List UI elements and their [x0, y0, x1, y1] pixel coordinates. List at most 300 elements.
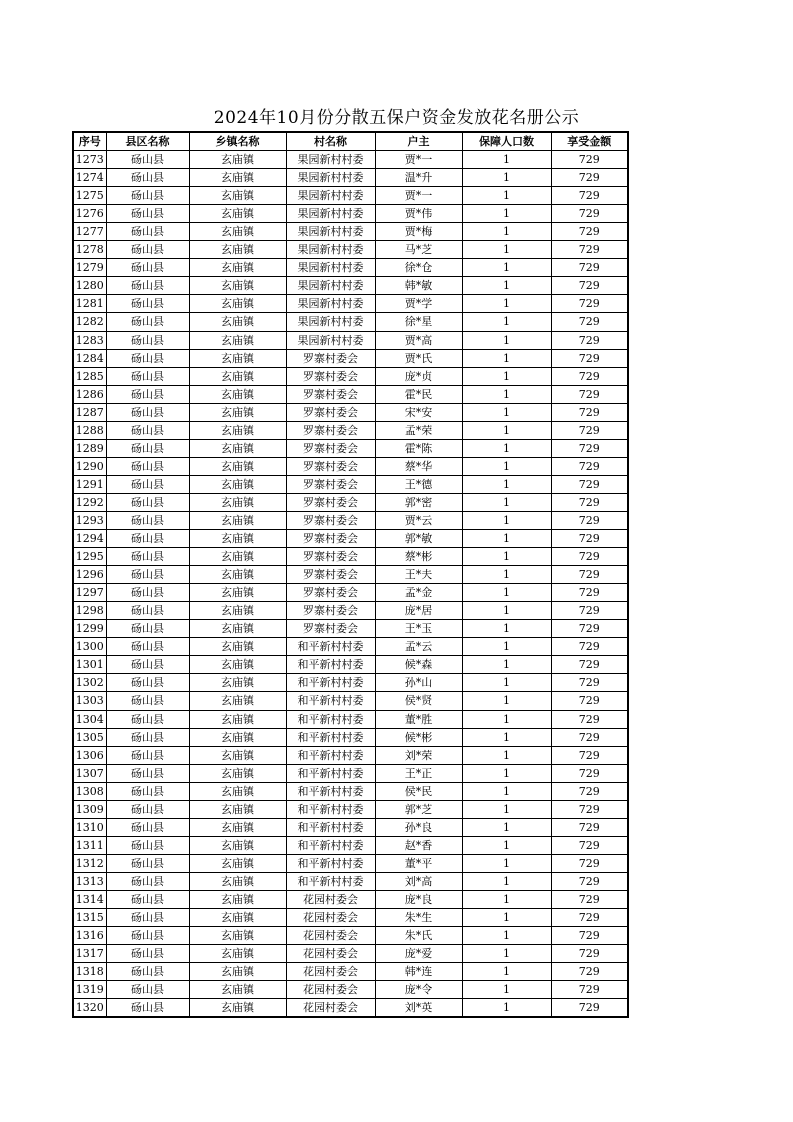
- cell-county-name: 砀山县: [106, 782, 189, 800]
- cell-county-name: 砀山县: [106, 728, 189, 746]
- cell-serial-number: 1280: [73, 277, 106, 295]
- cell-county-name: 砀山县: [106, 674, 189, 692]
- cell-township-name: 玄庙镇: [189, 710, 286, 728]
- cell-covered-persons: 1: [462, 331, 551, 349]
- cell-householder: 韩*敏: [375, 277, 462, 295]
- cell-township-name: 玄庙镇: [189, 169, 286, 187]
- cell-county-name: 砀山县: [106, 331, 189, 349]
- cell-county-name: 砀山县: [106, 295, 189, 313]
- table-row: [73, 656, 628, 674]
- cell-county-name: 砀山县: [106, 349, 189, 367]
- table-row: [73, 764, 628, 782]
- table-row: [73, 872, 628, 890]
- cell-amount: 729: [551, 439, 628, 457]
- cell-amount: 729: [551, 818, 628, 836]
- cell-covered-persons: 1: [462, 385, 551, 403]
- cell-township-name: 玄庙镇: [189, 963, 286, 981]
- cell-householder: 孙*山: [375, 674, 462, 692]
- cell-village-name: 果园新村村委: [286, 277, 375, 295]
- cell-county-name: 砀山县: [106, 439, 189, 457]
- cell-county-name: 砀山县: [106, 475, 189, 493]
- table-row: [73, 963, 628, 981]
- table-row: [73, 385, 628, 403]
- cell-village-name: 罗寨村委会: [286, 439, 375, 457]
- cell-county-name: 砀山县: [106, 493, 189, 511]
- cell-covered-persons: 1: [462, 674, 551, 692]
- cell-covered-persons: 1: [462, 169, 551, 187]
- table-row: [73, 277, 628, 295]
- cell-village-name: 罗寨村委会: [286, 530, 375, 548]
- cell-covered-persons: 1: [462, 241, 551, 259]
- cell-county-name: 砀山县: [106, 566, 189, 584]
- header-county-name: 县区名称: [106, 132, 189, 151]
- cell-householder: 候*森: [375, 656, 462, 674]
- header-village-name: 村名称: [286, 132, 375, 151]
- table-row: [73, 692, 628, 710]
- cell-county-name: 砀山县: [106, 602, 189, 620]
- cell-covered-persons: 1: [462, 800, 551, 818]
- cell-householder: 孙*良: [375, 818, 462, 836]
- cell-township-name: 玄庙镇: [189, 241, 286, 259]
- cell-covered-persons: 1: [462, 981, 551, 999]
- cell-village-name: 花园村委会: [286, 927, 375, 945]
- cell-covered-persons: 1: [462, 818, 551, 836]
- table-row: [73, 981, 628, 999]
- cell-covered-persons: 1: [462, 638, 551, 656]
- cell-amount: 729: [551, 602, 628, 620]
- cell-serial-number: 1310: [73, 818, 106, 836]
- cell-township-name: 玄庙镇: [189, 638, 286, 656]
- cell-amount: 729: [551, 313, 628, 331]
- cell-village-name: 罗寨村委会: [286, 475, 375, 493]
- cell-covered-persons: 1: [462, 421, 551, 439]
- cell-serial-number: 1306: [73, 746, 106, 764]
- cell-amount: 729: [551, 421, 628, 439]
- cell-township-name: 玄庙镇: [189, 331, 286, 349]
- cell-village-name: 罗寨村委会: [286, 566, 375, 584]
- cell-village-name: 花园村委会: [286, 945, 375, 963]
- cell-amount: 729: [551, 367, 628, 385]
- cell-serial-number: 1316: [73, 927, 106, 945]
- table-row: [73, 854, 628, 872]
- cell-serial-number: 1291: [73, 475, 106, 493]
- cell-village-name: 果园新村村委: [286, 151, 375, 169]
- table-row: [73, 241, 628, 259]
- cell-county-name: 砀山县: [106, 909, 189, 927]
- cell-serial-number: 1301: [73, 656, 106, 674]
- table-row: [73, 782, 628, 800]
- cell-covered-persons: 1: [462, 205, 551, 223]
- cell-county-name: 砀山县: [106, 313, 189, 331]
- cell-covered-persons: 1: [462, 764, 551, 782]
- cell-village-name: 果园新村村委: [286, 313, 375, 331]
- table-row: [73, 746, 628, 764]
- table-row: [73, 836, 628, 854]
- cell-village-name: 果园新村村委: [286, 187, 375, 205]
- cell-county-name: 砀山县: [106, 656, 189, 674]
- table-header-row: [73, 132, 628, 151]
- cell-county-name: 砀山县: [106, 999, 189, 1018]
- cell-covered-persons: 1: [462, 909, 551, 927]
- cell-serial-number: 1273: [73, 151, 106, 169]
- cell-serial-number: 1281: [73, 295, 106, 313]
- cell-amount: 729: [551, 836, 628, 854]
- cell-householder: 贾*云: [375, 511, 462, 529]
- cell-covered-persons: 1: [462, 890, 551, 908]
- cell-amount: 729: [551, 475, 628, 493]
- table-row: [73, 151, 628, 169]
- cell-householder: 马*芝: [375, 241, 462, 259]
- cell-householder: 郭*密: [375, 493, 462, 511]
- cell-county-name: 砀山县: [106, 836, 189, 854]
- cell-amount: 729: [551, 205, 628, 223]
- cell-householder: 王*玉: [375, 620, 462, 638]
- cell-covered-persons: 1: [462, 584, 551, 602]
- cell-serial-number: 1307: [73, 764, 106, 782]
- cell-householder: 侯*贤: [375, 692, 462, 710]
- cell-covered-persons: 1: [462, 349, 551, 367]
- cell-covered-persons: 1: [462, 872, 551, 890]
- cell-serial-number: 1294: [73, 530, 106, 548]
- cell-amount: 729: [551, 620, 628, 638]
- cell-township-name: 玄庙镇: [189, 674, 286, 692]
- cell-covered-persons: 1: [462, 475, 551, 493]
- table-row: [73, 259, 628, 277]
- cell-county-name: 砀山县: [106, 385, 189, 403]
- cell-township-name: 玄庙镇: [189, 151, 286, 169]
- cell-amount: 729: [551, 241, 628, 259]
- cell-county-name: 砀山县: [106, 205, 189, 223]
- cell-county-name: 砀山县: [106, 223, 189, 241]
- cell-township-name: 玄庙镇: [189, 259, 286, 277]
- cell-amount: 729: [551, 403, 628, 421]
- table-row: [73, 205, 628, 223]
- cell-householder: 朱*氏: [375, 927, 462, 945]
- cell-village-name: 罗寨村委会: [286, 385, 375, 403]
- cell-county-name: 砀山县: [106, 692, 189, 710]
- cell-township-name: 玄庙镇: [189, 854, 286, 872]
- cell-serial-number: 1274: [73, 169, 106, 187]
- cell-amount: 729: [551, 981, 628, 999]
- cell-covered-persons: 1: [462, 963, 551, 981]
- table-row: [73, 945, 628, 963]
- cell-householder: 孟*云: [375, 638, 462, 656]
- cell-county-name: 砀山县: [106, 854, 189, 872]
- cell-householder: 庞*良: [375, 890, 462, 908]
- cell-serial-number: 1290: [73, 457, 106, 475]
- cell-county-name: 砀山县: [106, 764, 189, 782]
- cell-amount: 729: [551, 764, 628, 782]
- cell-township-name: 玄庙镇: [189, 782, 286, 800]
- cell-householder: 蔡*彬: [375, 548, 462, 566]
- cell-covered-persons: 1: [462, 782, 551, 800]
- cell-serial-number: 1278: [73, 241, 106, 259]
- cell-village-name: 果园新村村委: [286, 331, 375, 349]
- cell-covered-persons: 1: [462, 836, 551, 854]
- cell-township-name: 玄庙镇: [189, 277, 286, 295]
- cell-village-name: 果园新村村委: [286, 259, 375, 277]
- cell-serial-number: 1283: [73, 331, 106, 349]
- roster-table: [72, 131, 629, 1018]
- cell-amount: 729: [551, 151, 628, 169]
- cell-amount: 729: [551, 782, 628, 800]
- cell-amount: 729: [551, 493, 628, 511]
- cell-county-name: 砀山县: [106, 963, 189, 981]
- cell-householder: 温*升: [375, 169, 462, 187]
- cell-village-name: 和平新村村委: [286, 764, 375, 782]
- cell-village-name: 罗寨村委会: [286, 457, 375, 475]
- cell-county-name: 砀山县: [106, 151, 189, 169]
- table-row: [73, 800, 628, 818]
- cell-county-name: 砀山县: [106, 927, 189, 945]
- cell-amount: 729: [551, 169, 628, 187]
- table-row: [73, 728, 628, 746]
- cell-township-name: 玄庙镇: [189, 403, 286, 421]
- table-row: [73, 187, 628, 205]
- cell-serial-number: 1289: [73, 439, 106, 457]
- cell-township-name: 玄庙镇: [189, 764, 286, 782]
- cell-serial-number: 1314: [73, 890, 106, 908]
- cell-serial-number: 1295: [73, 548, 106, 566]
- cell-covered-persons: 1: [462, 620, 551, 638]
- cell-householder: 王*德: [375, 475, 462, 493]
- cell-householder: 庞*令: [375, 981, 462, 999]
- cell-amount: 729: [551, 800, 628, 818]
- cell-township-name: 玄庙镇: [189, 187, 286, 205]
- cell-covered-persons: 1: [462, 403, 551, 421]
- header-covered-persons: 保障人口数: [462, 132, 551, 151]
- cell-village-name: 果园新村村委: [286, 223, 375, 241]
- cell-village-name: 花园村委会: [286, 999, 375, 1018]
- cell-covered-persons: 1: [462, 999, 551, 1018]
- cell-county-name: 砀山县: [106, 457, 189, 475]
- cell-village-name: 和平新村村委: [286, 710, 375, 728]
- cell-township-name: 玄庙镇: [189, 511, 286, 529]
- cell-householder: 王*正: [375, 764, 462, 782]
- cell-village-name: 和平新村村委: [286, 674, 375, 692]
- cell-county-name: 砀山县: [106, 421, 189, 439]
- cell-amount: 729: [551, 674, 628, 692]
- cell-village-name: 罗寨村委会: [286, 367, 375, 385]
- cell-county-name: 砀山县: [106, 710, 189, 728]
- cell-village-name: 果园新村村委: [286, 241, 375, 259]
- cell-township-name: 玄庙镇: [189, 692, 286, 710]
- cell-village-name: 果园新村村委: [286, 205, 375, 223]
- cell-county-name: 砀山县: [106, 187, 189, 205]
- cell-township-name: 玄庙镇: [189, 981, 286, 999]
- cell-serial-number: 1318: [73, 963, 106, 981]
- cell-covered-persons: 1: [462, 295, 551, 313]
- table-row: [73, 421, 628, 439]
- cell-amount: 729: [551, 692, 628, 710]
- cell-township-name: 玄庙镇: [189, 656, 286, 674]
- cell-township-name: 玄庙镇: [189, 205, 286, 223]
- table-row: [73, 999, 628, 1018]
- cell-householder: 贾*一: [375, 151, 462, 169]
- cell-village-name: 罗寨村委会: [286, 548, 375, 566]
- cell-serial-number: 1300: [73, 638, 106, 656]
- cell-covered-persons: 1: [462, 187, 551, 205]
- cell-covered-persons: 1: [462, 548, 551, 566]
- table-row: [73, 313, 628, 331]
- cell-serial-number: 1303: [73, 692, 106, 710]
- table-row: [73, 367, 628, 385]
- cell-township-name: 玄庙镇: [189, 439, 286, 457]
- cell-serial-number: 1275: [73, 187, 106, 205]
- cell-township-name: 玄庙镇: [189, 909, 286, 927]
- table-row: [73, 493, 628, 511]
- cell-serial-number: 1282: [73, 313, 106, 331]
- cell-village-name: 和平新村村委: [286, 728, 375, 746]
- cell-amount: 729: [551, 728, 628, 746]
- cell-householder: 刘*英: [375, 999, 462, 1018]
- cell-amount: 729: [551, 638, 628, 656]
- cell-covered-persons: 1: [462, 927, 551, 945]
- cell-village-name: 花园村委会: [286, 963, 375, 981]
- cell-county-name: 砀山县: [106, 872, 189, 890]
- table-row: [73, 909, 628, 927]
- cell-township-name: 玄庙镇: [189, 548, 286, 566]
- cell-householder: 徐*星: [375, 313, 462, 331]
- cell-amount: 729: [551, 872, 628, 890]
- cell-covered-persons: 1: [462, 223, 551, 241]
- cell-covered-persons: 1: [462, 457, 551, 475]
- table-row: [73, 548, 628, 566]
- cell-serial-number: 1288: [73, 421, 106, 439]
- table-row: [73, 710, 628, 728]
- table-row: [73, 890, 628, 908]
- cell-township-name: 玄庙镇: [189, 602, 286, 620]
- cell-village-name: 罗寨村委会: [286, 403, 375, 421]
- cell-amount: 729: [551, 349, 628, 367]
- cell-village-name: 罗寨村委会: [286, 584, 375, 602]
- cell-covered-persons: 1: [462, 511, 551, 529]
- cell-householder: 王*夫: [375, 566, 462, 584]
- table-row: [73, 457, 628, 475]
- cell-county-name: 砀山县: [106, 511, 189, 529]
- cell-covered-persons: 1: [462, 277, 551, 295]
- cell-township-name: 玄庙镇: [189, 728, 286, 746]
- cell-village-name: 罗寨村委会: [286, 493, 375, 511]
- cell-amount: 729: [551, 909, 628, 927]
- cell-covered-persons: 1: [462, 566, 551, 584]
- cell-township-name: 玄庙镇: [189, 566, 286, 584]
- table-row: [73, 602, 628, 620]
- cell-covered-persons: 1: [462, 656, 551, 674]
- cell-township-name: 玄庙镇: [189, 836, 286, 854]
- cell-serial-number: 1304: [73, 710, 106, 728]
- cell-township-name: 玄庙镇: [189, 421, 286, 439]
- cell-covered-persons: 1: [462, 854, 551, 872]
- cell-serial-number: 1315: [73, 909, 106, 927]
- cell-township-name: 玄庙镇: [189, 475, 286, 493]
- cell-amount: 729: [551, 530, 628, 548]
- cell-county-name: 砀山县: [106, 241, 189, 259]
- cell-village-name: 和平新村村委: [286, 836, 375, 854]
- cell-township-name: 玄庙镇: [189, 746, 286, 764]
- cell-county-name: 砀山县: [106, 403, 189, 421]
- table-row: [73, 620, 628, 638]
- cell-county-name: 砀山县: [106, 259, 189, 277]
- cell-township-name: 玄庙镇: [189, 349, 286, 367]
- cell-householder: 董*平: [375, 854, 462, 872]
- cell-covered-persons: 1: [462, 746, 551, 764]
- cell-county-name: 砀山县: [106, 584, 189, 602]
- table-row: [73, 169, 628, 187]
- cell-householder: 霍*陈: [375, 439, 462, 457]
- cell-covered-persons: 1: [462, 439, 551, 457]
- cell-serial-number: 1298: [73, 602, 106, 620]
- cell-amount: 729: [551, 656, 628, 674]
- cell-county-name: 砀山县: [106, 981, 189, 999]
- cell-amount: 729: [551, 854, 628, 872]
- cell-village-name: 和平新村村委: [286, 818, 375, 836]
- cell-amount: 729: [551, 945, 628, 963]
- cell-village-name: 和平新村村委: [286, 638, 375, 656]
- cell-covered-persons: 1: [462, 728, 551, 746]
- cell-village-name: 和平新村村委: [286, 800, 375, 818]
- cell-village-name: 和平新村村委: [286, 656, 375, 674]
- cell-township-name: 玄庙镇: [189, 223, 286, 241]
- cell-covered-persons: 1: [462, 259, 551, 277]
- header-householder: 户主: [375, 132, 462, 151]
- table-body: [73, 151, 628, 1018]
- cell-township-name: 玄庙镇: [189, 872, 286, 890]
- cell-covered-persons: 1: [462, 151, 551, 169]
- page-title: 2024年10月份分散五保户资金发放花名册公示: [213, 108, 580, 128]
- cell-village-name: 花园村委会: [286, 890, 375, 908]
- cell-householder: 蔡*华: [375, 457, 462, 475]
- cell-serial-number: 1312: [73, 854, 106, 872]
- cell-village-name: 和平新村村委: [286, 782, 375, 800]
- cell-village-name: 花园村委会: [286, 981, 375, 999]
- cell-serial-number: 1313: [73, 872, 106, 890]
- cell-covered-persons: 1: [462, 313, 551, 331]
- cell-householder: 贾*学: [375, 295, 462, 313]
- cell-county-name: 砀山县: [106, 548, 189, 566]
- header-amount: 享受金额: [551, 132, 628, 151]
- cell-serial-number: 1292: [73, 493, 106, 511]
- cell-amount: 729: [551, 511, 628, 529]
- cell-county-name: 砀山县: [106, 530, 189, 548]
- cell-householder: 霍*民: [375, 385, 462, 403]
- table-row: [73, 475, 628, 493]
- cell-village-name: 和平新村村委: [286, 854, 375, 872]
- cell-covered-persons: 1: [462, 945, 551, 963]
- cell-township-name: 玄庙镇: [189, 385, 286, 403]
- cell-householder: 赵*香: [375, 836, 462, 854]
- table-row: [73, 566, 628, 584]
- cell-serial-number: 1317: [73, 945, 106, 963]
- cell-county-name: 砀山县: [106, 169, 189, 187]
- cell-serial-number: 1311: [73, 836, 106, 854]
- cell-householder: 朱*生: [375, 909, 462, 927]
- cell-serial-number: 1319: [73, 981, 106, 999]
- cell-township-name: 玄庙镇: [189, 295, 286, 313]
- cell-householder: 贾*氏: [375, 349, 462, 367]
- cell-county-name: 砀山县: [106, 620, 189, 638]
- cell-householder: 韩*连: [375, 963, 462, 981]
- table-row: [73, 638, 628, 656]
- table-row: [73, 349, 628, 367]
- cell-serial-number: 1320: [73, 999, 106, 1018]
- cell-amount: 729: [551, 890, 628, 908]
- cell-township-name: 玄庙镇: [189, 313, 286, 331]
- cell-householder: 郭*芝: [375, 800, 462, 818]
- cell-amount: 729: [551, 999, 628, 1018]
- cell-county-name: 砀山县: [106, 800, 189, 818]
- table-row: [73, 530, 628, 548]
